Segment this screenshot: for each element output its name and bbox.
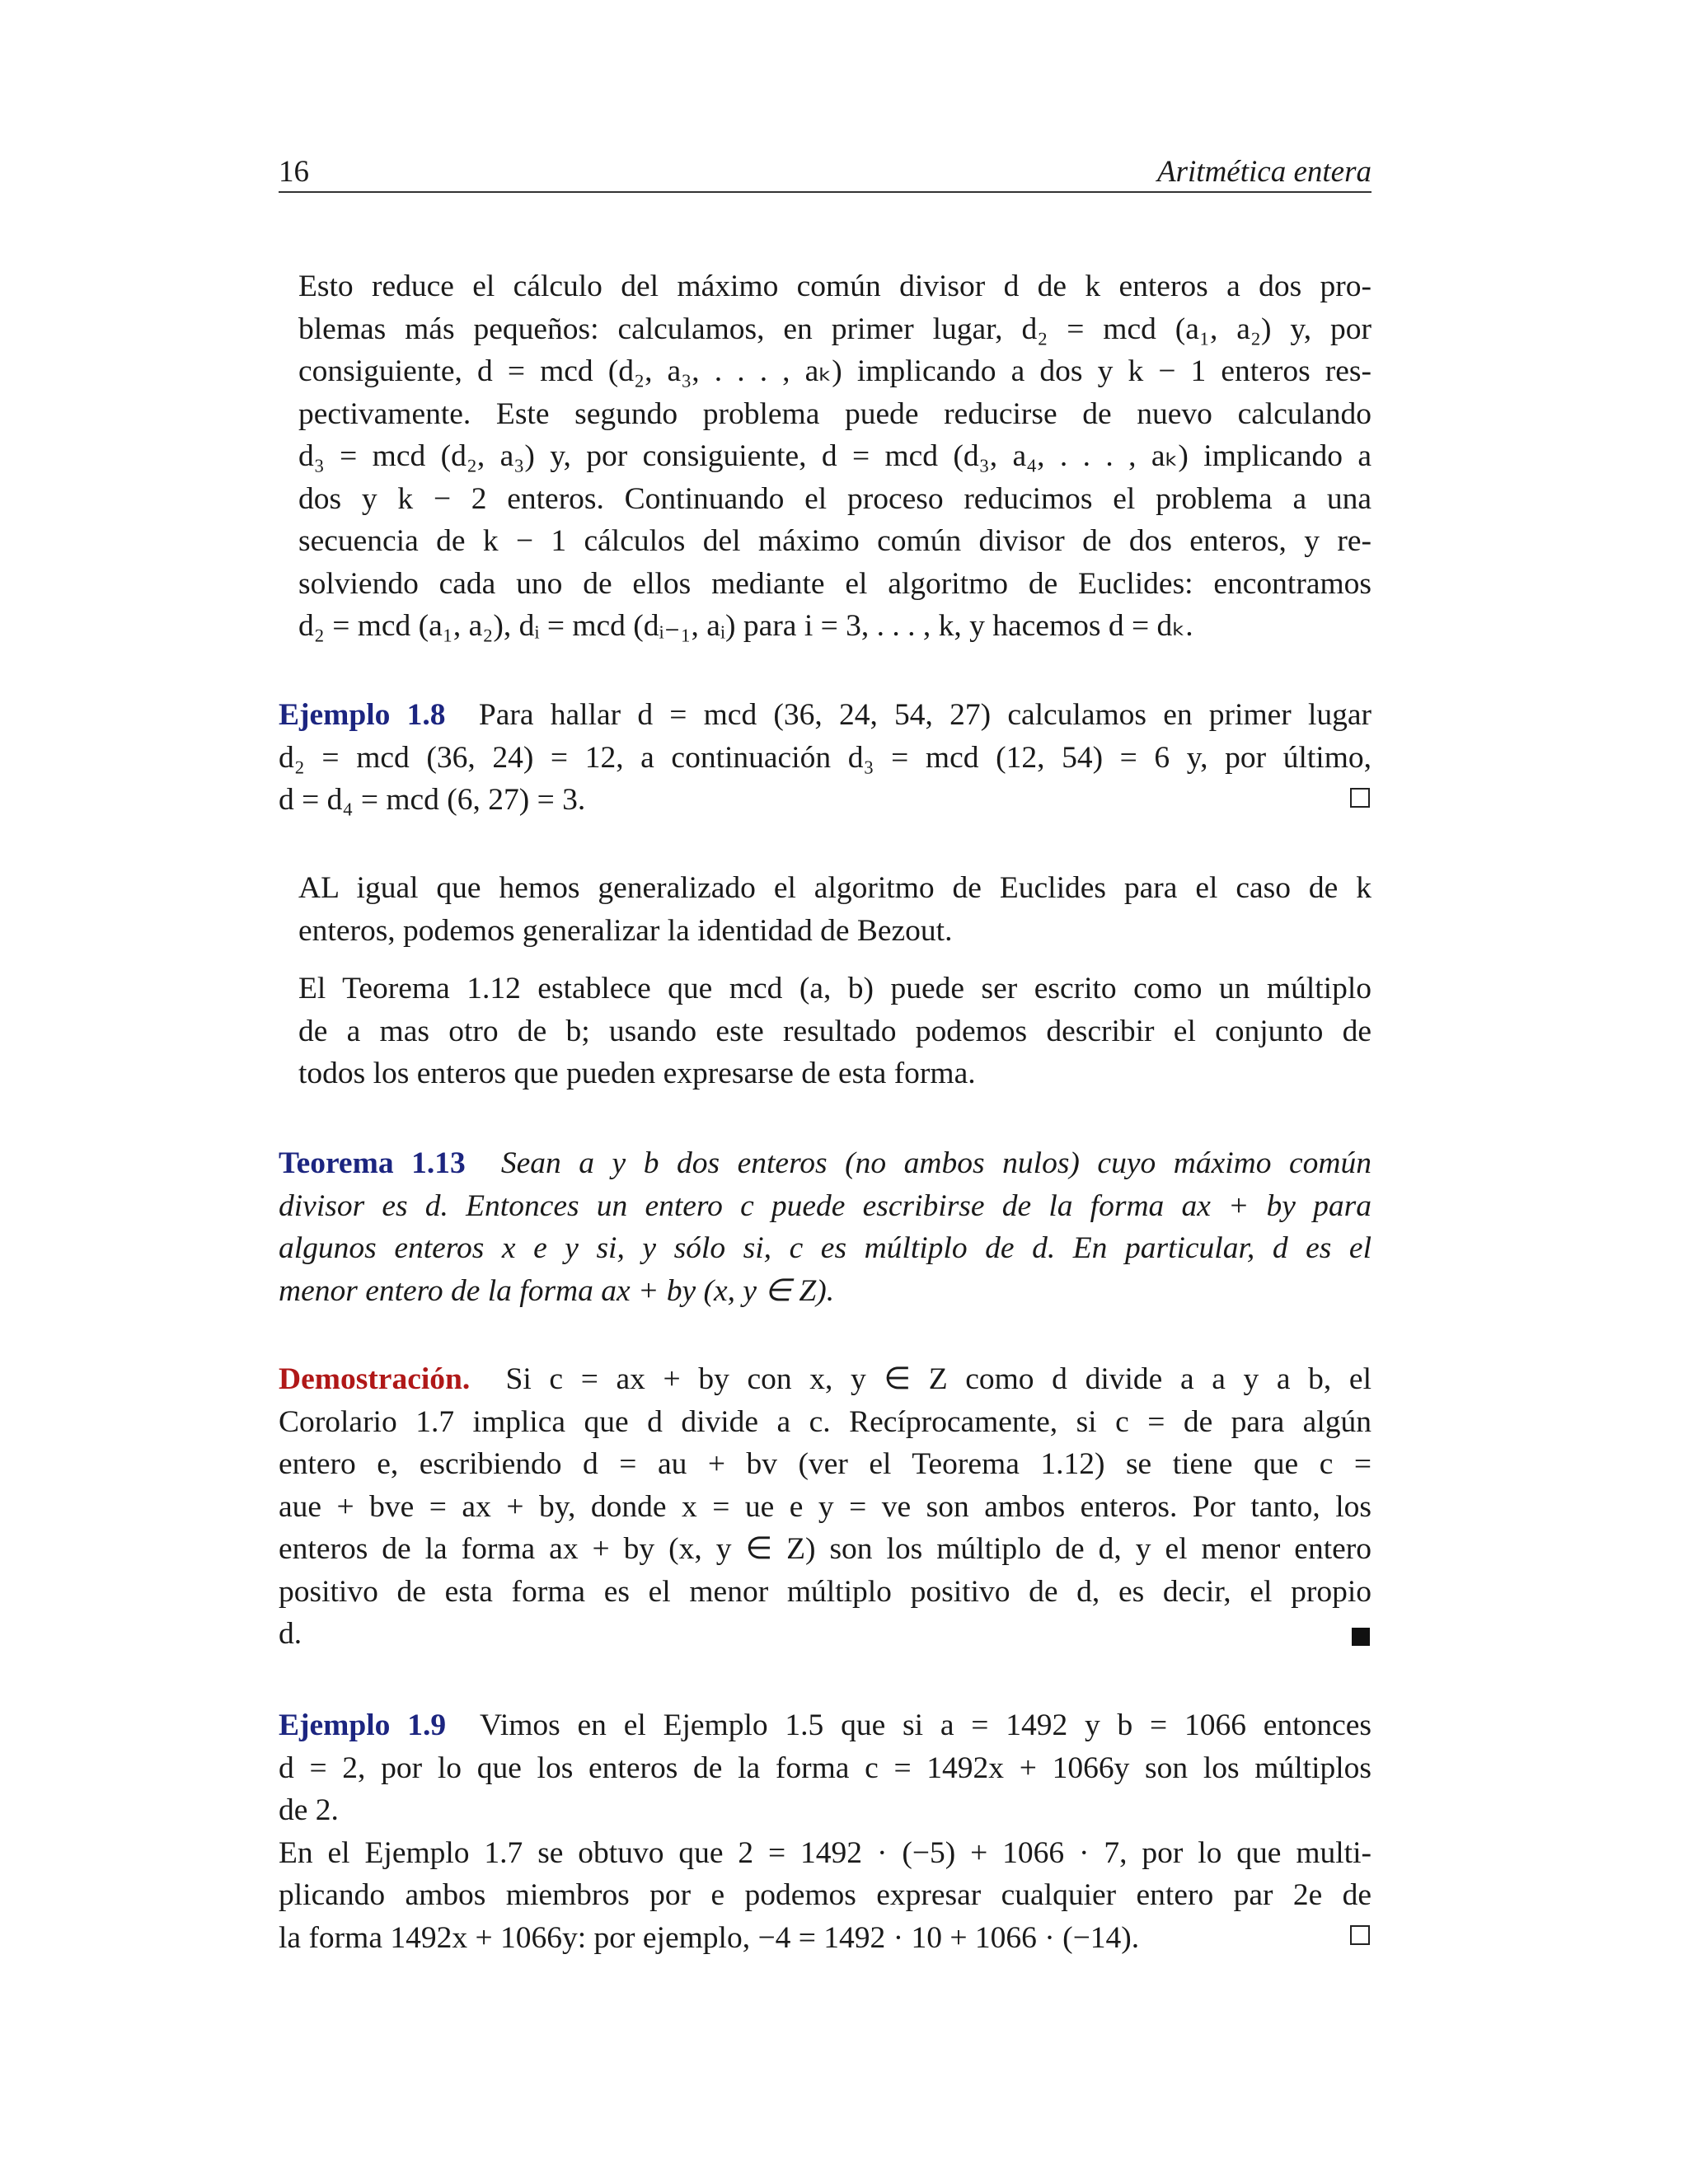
example-label: Ejemplo 1.8 xyxy=(279,698,446,732)
text-line: Vimos en el Ejemplo 1.5 que si a = 1492 y b = 1066 entonces xyxy=(479,1708,1372,1742)
text-line: algunos enteros x e y si, y sólo si, c es múltiplo de d. En particular, d es el xyxy=(279,1231,1372,1265)
text-line: Para hallar d = mcd (36, 24, 54, 27) calculamos en primer lugar xyxy=(478,698,1372,732)
text-line: entero e, escribiendo d = au + bv (ver el Teorema 1.12) se tiene que c = xyxy=(279,1447,1372,1481)
text-line: consiguiente, d = mcd (d₂, a₃, . . . , aₖ) implicando a dos y k − 1 enteros res- xyxy=(298,354,1372,388)
proof xyxy=(279,1358,1372,1656)
text-line: secuencia de k − 1 cálculos del máximo común divisor de dos enteros, y re- xyxy=(298,524,1372,558)
text-line: En el Ejemplo 1.7 se obtuvo que 2 = 1492 · (−5) + 1066 · 7, por lo que multi- xyxy=(279,1835,1372,1870)
text-line: d₃ = mcd (d₂, a₃) y, por consiguiente, d = mcd (d₃, a₄, . . . , aₖ) implicando a xyxy=(298,439,1372,473)
paragraph-reduction xyxy=(279,265,1372,648)
text-line: menor entero de la forma ax + by (x, y ∈ Z). xyxy=(279,1273,835,1308)
proof-label: Demostración. xyxy=(279,1362,471,1396)
text-line: de 2. xyxy=(279,1793,339,1827)
text-line: enteros de la forma ax + by (x, y ∈ Z) son los múltiplo de d, y el menor entero xyxy=(279,1532,1372,1566)
theorem-1-13 xyxy=(279,1142,1372,1312)
text-line: AL igual que hemos generalizado el algoritmo de Euclides para el caso de k xyxy=(298,871,1372,905)
text-line: Esto reduce el cálculo del máximo común divisor d de k enteros a dos pro- xyxy=(298,269,1372,303)
text-line: d₂ = mcd (a₁, a₂), dᵢ = mcd (dᵢ₋₁, aᵢ) para i = 3, . . . , k, y hacemos d = dₖ. xyxy=(298,609,1193,643)
end-of-example-box-icon xyxy=(1350,788,1370,808)
text-line: El Teorema 1.12 establece que mcd (a, b) puede ser escrito como un múltiplo xyxy=(298,972,1372,1005)
example-1-9 xyxy=(279,1704,1372,1959)
text-line: pectivamente. Este segundo problema puede reducirse de nuevo calculando xyxy=(298,396,1372,431)
page-number: 16 xyxy=(279,155,309,189)
theorem-label: Teorema 1.13 xyxy=(279,1146,466,1180)
end-of-example-box-icon xyxy=(1350,1925,1370,1945)
text-line: aue + bve = ax + by, donde x = ue e y = ve son ambos enteros. Por tanto, los xyxy=(279,1489,1372,1524)
text-line: d = 2, por lo que los enteros de la forma c = 1492x + 1066y son los múltiplos xyxy=(279,1750,1372,1785)
text-line: blemas más pequeños: calculamos, en primer lugar, d₂ = mcd (a₁, a₂) y, por xyxy=(298,312,1372,346)
text-line: enteros, podemos generalizar la identidad de Bezout. xyxy=(298,913,953,948)
paragraph-theorem-ref xyxy=(279,968,1372,1095)
text-line: dos y k − 2 enteros. Continuando el proceso reducimos el problema a una xyxy=(298,481,1372,516)
text-line: la forma 1492x + 1066y: por ejemplo, −4 = 1492 · 10 + 1066 · (−14). xyxy=(279,1920,1140,1955)
running-header xyxy=(279,153,1372,193)
text-line: Si c = ax + by con x, y ∈ Z como d divide a a y a b, el xyxy=(505,1362,1372,1396)
end-of-proof-square-icon xyxy=(1352,1628,1370,1646)
text-line: d = d₄ = mcd (6, 27) = 3. xyxy=(279,783,586,817)
text-line: Sean a y b dos enteros (no ambos nulos) cuyo máximo común xyxy=(500,1146,1372,1180)
text-line: d. xyxy=(279,1617,302,1651)
text-line: Corolario 1.7 implica que d divide a c. Recíprocamente, si c = de para algún xyxy=(279,1404,1372,1439)
text-line: de a mas otro de b; usando este resultado podemos describir el conjunto de xyxy=(298,1014,1372,1048)
paragraph-bezout xyxy=(279,867,1372,952)
text-line: todos los enteros que pueden expresarse de esta forma. xyxy=(298,1057,976,1090)
example-label: Ejemplo 1.9 xyxy=(279,1708,447,1742)
example-1-8 xyxy=(279,694,1372,822)
chapter-title: Aritmética entera xyxy=(1157,155,1372,189)
text-line: divisor es d. Entonces un entero c puede escribirse de la forma ax + by para xyxy=(279,1188,1372,1223)
text-line: positivo de esta forma es el menor múltiplo positivo de d, es decir, el propio xyxy=(279,1574,1372,1609)
text-line: solviendo cada uno de ellos mediante el algoritmo de Euclides: encontramos xyxy=(298,566,1372,601)
text-line: plicando ambos miembros por e podemos expresar cualquier entero par 2e de xyxy=(279,1878,1372,1912)
book-page xyxy=(279,0,1372,2184)
text-line: d₂ = mcd (36, 24) = 12, a continuación d₃ = mcd (12, 54) = 6 y, por último, xyxy=(279,740,1372,775)
